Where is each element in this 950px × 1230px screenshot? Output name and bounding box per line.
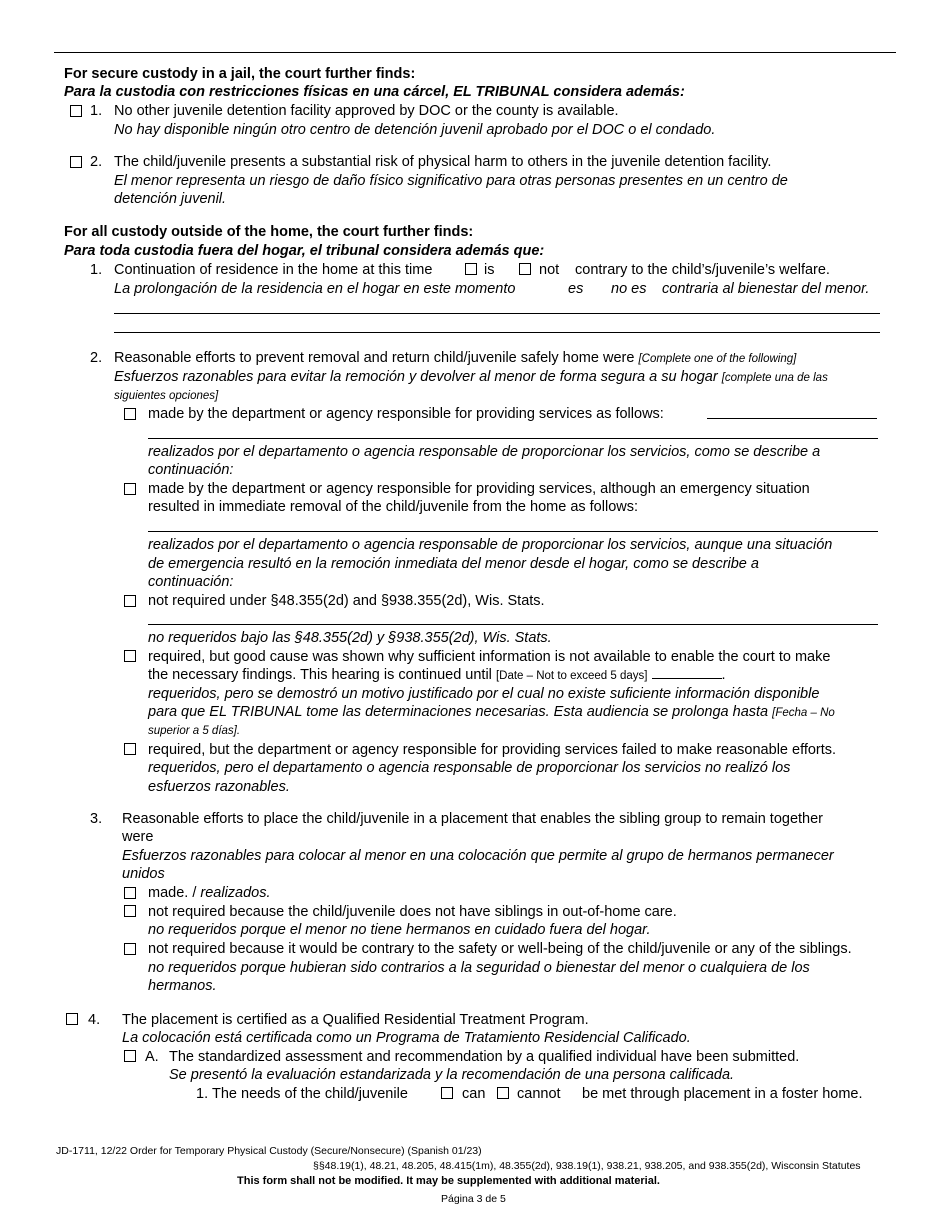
efforts-emergency-text-es-2: de emergencia resultó en la remoción inmediata del menor desde el hogar, como se describe a [148,556,759,572]
efforts-good-cause-text-en-1: required, but good cause was shown why sufficient information is not available to enable the court to make [148,649,831,665]
siblings-made-text-en: made. / [148,885,197,901]
siblings-made-checkbox[interactable] [124,887,136,899]
outside-item2-note-en: [Complete one of the following] [638,353,797,365]
assessment-text-en: The standardized assessment and recommendation by a qualified individual have been submitted. [169,1049,800,1065]
outside-item4-text-es: La colocación está certificada como un Programa de Tratamiento Residencial Calificado. [122,1030,691,1046]
outside-item2-text-es [114,368,828,387]
outside-item1-text-es-not: no es [611,281,647,297]
siblings-made-text [148,884,271,902]
efforts-failed-checkbox[interactable] [124,743,136,755]
secure-heading-es: Para la custodia con restricciones físicas en una cárcel, EL TRIBUNAL considera además: [64,84,685,100]
secure-heading-en: For secure custody in a jail, the court further finds: [64,66,416,82]
secure-item1-checkbox[interactable] [70,105,82,117]
outside-item2-note-es-2: siguientes opciones] [114,390,219,402]
needs-label: 1. [196,1086,209,1102]
efforts-failed-text-en: required, but the department or agency responsible for providing services failed to make reasonable efforts. [148,742,837,758]
outside-item1-text-en-a: Continuation of residence in the home at this time [114,262,433,278]
siblings-contrary-text-es-1: no requeridos porque hubieran sido contrarios a la seguridad o bienestar del menor o cualquiera de los [148,960,810,976]
siblings-contrary-checkbox[interactable] [124,943,136,955]
needs-can-label: can [462,1086,486,1102]
needs-cannot-label: cannot [517,1086,561,1102]
secure-item1-text-en: No other juvenile detention facility approved by DOC or the county is available. [114,103,619,119]
siblings-none-text-en: not required because the child/juvenile does not have siblings in out-of-home care. [148,904,677,920]
secure-item2-text-en: The child/juvenile presents a substantial risk of physical harm to others in the juvenile detention facility. [114,154,772,170]
residence-not-label: not [539,262,560,278]
efforts-made-text-es-1: realizados por el departamento o agencia responsable de proporcionar los servicios, como se describe a [148,444,821,460]
efforts-good-cause-text-en-2-main: the necessary findings. This hearing is continued until [148,667,492,683]
outside-item1-text-es-is: es [568,281,584,297]
outside-heading-en: For all custody outside of the home, the court further finds: [64,224,474,240]
secure-item2-number: 2. [90,154,103,170]
outside-item1-number: 1. [90,262,103,278]
residence-explanation-line-1[interactable] [114,313,880,314]
outside-item1-text-en-b: contrary to the child’s/juvenile’s welfare. [575,262,830,278]
secure-item1-number: 1. [90,103,103,119]
efforts-made-line[interactable] [148,438,878,439]
secure-item2-text-es-1: El menor representa un riesgo de daño físico significativo para otras personas presentes en un centro de [114,173,788,189]
efforts-not-required-text-es: no requeridos bajo las §48.355(2d) y §938.355(2d), Wis. Stats. [148,630,552,646]
efforts-made-text-es-2: continuación: [148,462,234,478]
efforts-good-cause-text-es-2-main: para que EL TRIBUNAL tome las determinaciones necesarias. Esta audiencia se prolonga hasta [148,704,769,720]
efforts-emergency-text-en-1: made by the department or agency responsible for providing services, although an emergency situation [148,481,810,497]
outside-item3-text-en-2: were [122,829,154,845]
efforts-not-required-checkbox[interactable] [124,595,136,607]
outside-heading-es: Para toda custodia fuera del hogar, el tribunal considera además que: [64,243,545,259]
efforts-emergency-checkbox[interactable] [124,483,136,495]
outside-item1-text-es-a: La prolongación de la residencia en el hogar en este momento [114,281,516,297]
efforts-made-blank[interactable] [707,418,877,419]
outside-item4-number: 4. [88,1012,101,1028]
residence-is-checkbox[interactable] [465,263,477,275]
efforts-good-cause-note-es-1: [Fecha – No [772,707,835,719]
efforts-good-cause-checkbox[interactable] [124,650,136,662]
footer-notice: This form shall not be modified. It may be supplemented with additional material. [237,1175,660,1187]
outside-item3-text-es-2: unidos [122,866,165,882]
needs-text-en-b: be met through placement in a foster home. [582,1086,863,1102]
outside-item1-text-es-b: contraria al bienestar del menor. [662,281,870,297]
efforts-good-cause-note-es-2: superior a 5 días]. [148,725,241,737]
secure-item2-text-es-2: detención juvenil. [114,191,227,207]
efforts-not-required-line[interactable] [148,624,878,625]
efforts-failed-text-es-1: requeridos, pero el departamento o agencia responsable de proporcionar los servicios no realizó los [148,760,791,776]
residence-is-label: is [484,262,495,278]
efforts-good-cause-note-en: [Date – Not to exceed 5 days] [495,670,648,682]
outside-item3-text-en-1: Reasonable efforts to place the child/juvenile in a placement that enables the sibling group to remain together [122,811,824,827]
siblings-contrary-text-es-2: hermanos. [148,978,217,994]
efforts-emergency-text-es-1: realizados por el departamento o agencia responsable de proporcionar los servicios, aunque una situación [148,537,833,553]
continuance-date-blank[interactable] [652,666,722,679]
assessment-text-es: Se presentó la evaluación estandarizada y la recomendación de una persona calificada. [169,1067,735,1083]
needs-text-en-a: The needs of the child/juvenile [212,1086,408,1102]
efforts-made-text-en: made by the department or agency responsible for providing services as follows: [148,406,664,422]
efforts-good-cause-text-en-2: the necessary findings. This hearing is continued until [Date – Not to exceed 5 days] . [148,667,726,683]
residence-not-checkbox[interactable] [519,263,531,275]
efforts-emergency-text-es-3: continuación: [148,574,234,590]
needs-can-checkbox[interactable] [441,1087,453,1099]
outside-item2-text-en-main: Reasonable efforts to prevent removal and return child/juvenile safely home were [114,350,635,366]
efforts-good-cause-text-es-1: requeridos, pero se demostró un motivo justificado por el cual no existe suficiente información disponible [148,686,820,702]
outside-item2-number: 2. [90,350,103,366]
efforts-failed-text-es-2: esfuerzos razonables. [148,779,290,795]
secure-item2-checkbox[interactable] [70,156,82,168]
efforts-good-cause-note-es-2-text: superior a 5 días] [148,725,237,737]
outside-item4-text-en: The placement is certified as a Qualified Residential Treatment Program. [122,1012,589,1028]
footer-page-number: Página 3 de 5 [441,1193,506,1205]
needs-cannot-checkbox[interactable] [497,1087,509,1099]
efforts-not-required-text-en: not required under §48.355(2d) and §938.355(2d), Wis. Stats. [148,593,545,609]
efforts-made-checkbox[interactable] [124,408,136,420]
outside-item2-text-en [114,349,796,368]
siblings-none-text-es: no requeridos porque el menor no tiene hermanos en cuidado fuera del hogar. [148,922,651,938]
efforts-good-cause-text-es-2 [148,703,835,722]
siblings-none-checkbox[interactable] [124,905,136,917]
qrtp-checkbox[interactable] [66,1013,78,1025]
residence-explanation-line-2[interactable] [114,332,880,333]
efforts-emergency-line[interactable] [148,531,878,532]
secure-item1-text-es: No hay disponible ningún otro centro de detención juvenil aprobado por el DOC o el condado. [114,122,716,138]
top-rule [54,52,896,53]
outside-item3-number: 3. [90,811,103,827]
outside-item2-text-es-main: Esfuerzos razonables para evitar la remoción y devolver al menor de forma segura a su hogar [114,369,718,385]
outside-item3-text-es-1: Esfuerzos razonables para colocar al menor en una colocación que permite al grupo de hermanos permanecer [122,848,834,864]
footer-form-id: JD-1711, 12/22 Order for Temporary Physical Custody (Secure/Nonsecure) (Spanish 01/23) [56,1145,482,1157]
siblings-made-text-es: realizados. [200,885,271,901]
outside-item2-note-es-1: [complete una de las [721,372,828,384]
footer-statutes: §§48.19(1), 48.21, 48.205, 48.415(1m), 48.355(2d), 938.19(1), 938.21, 938.205, and 938.355(2d), Wisconsin Statutes [313,1160,861,1172]
assessment-submitted-checkbox[interactable] [124,1050,136,1062]
siblings-contrary-text-en: not required because it would be contrary to the safety or well-being of the child/juvenile or any of the siblings. [148,941,852,957]
efforts-emergency-text-en-2: resulted in immediate removal of the child/juvenile from the home as follows: [148,499,639,515]
assessment-label: A. [145,1049,159,1065]
